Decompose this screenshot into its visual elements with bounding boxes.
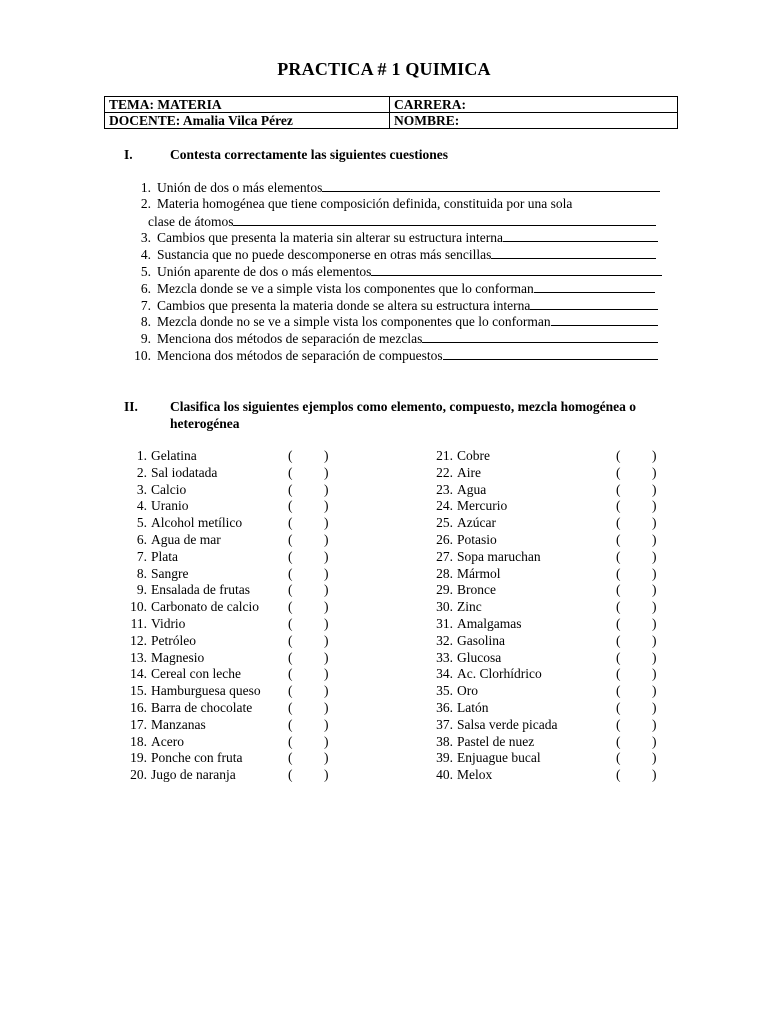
classification-item [430,700,670,717]
answer-paren-open[interactable]: ( [616,683,621,699]
answer-paren-close[interactable]: ) [652,683,657,699]
answer-line[interactable] [443,347,658,360]
answer-paren-open[interactable]: ( [288,515,293,531]
question-text: Menciona dos métodos de separación de mezclas [157,331,423,347]
item-number: 17. [130,716,147,732]
question-number: 8. [140,314,151,330]
item-number: 37. [436,716,453,732]
item-number: 39. [436,750,453,766]
answer-paren-close[interactable]: ) [324,733,329,749]
question-item [124,229,664,246]
answer-paren-close[interactable]: ) [324,767,329,783]
answer-paren-close[interactable]: ) [324,515,329,531]
question-number: 3. [140,230,151,246]
answer-paren-close[interactable]: ) [324,498,329,514]
item-name: Acero [151,733,184,749]
item-name: Sangre [151,565,189,581]
item-number: 28. [436,565,453,581]
classification-item [430,717,670,734]
item-name: Gasolina [457,632,505,648]
answer-paren-open[interactable]: ( [288,481,293,497]
answer-paren-open[interactable]: ( [288,683,293,699]
answer-line[interactable] [551,313,658,326]
question-item [124,263,664,280]
answer-paren-open[interactable]: ( [616,582,621,598]
answer-paren-open[interactable]: ( [288,649,293,665]
item-number: 32. [436,632,453,648]
answer-paren-open[interactable]: ( [616,699,621,715]
item-number: 40. [436,767,453,783]
classification-item [124,498,344,515]
item-name: Manzanas [151,716,206,732]
item-number: 21. [436,448,453,463]
answer-paren-open[interactable]: ( [616,767,621,783]
answer-paren-open[interactable]: ( [616,565,621,581]
classification-list-right [430,448,670,784]
item-number: 35. [436,683,453,699]
answer-paren-close[interactable]: ) [324,716,329,732]
answer-paren-open[interactable]: ( [288,582,293,598]
answer-paren-close[interactable]: ) [652,699,657,715]
answer-paren-open[interactable]: ( [616,632,621,648]
question-text: Menciona dos métodos de separación de compuestos [157,347,443,363]
item-name: Enjuague bucal [457,750,541,766]
answer-paren-open[interactable]: ( [616,716,621,732]
answer-paren-open[interactable]: ( [616,515,621,531]
item-name: Agua [457,481,487,497]
item-name: Cobre [457,448,490,463]
item-name: Carbonato de calcio [151,599,259,615]
item-number: 10. [130,599,147,615]
question-item [124,246,664,263]
question-text: Unión aparente de dos o más elementos [157,263,372,279]
answer-line[interactable] [534,280,655,293]
answer-paren-open[interactable]: ( [616,481,621,497]
question-number: 7. [140,297,151,313]
item-name: Azúcar [457,515,496,531]
question-text: Cambios que presenta la materia donde se altera su estructura interna [157,297,531,313]
answer-paren-close[interactable]: ) [652,649,657,665]
question-number: 5. [140,263,151,279]
item-number: 5. [136,515,147,531]
item-number: 19. [130,750,147,766]
item-name: Glucosa [457,649,502,665]
answer-line[interactable] [422,330,658,343]
answer-paren-close[interactable]: ) [652,565,657,581]
item-number: 6. [136,531,147,547]
item-name: Barra de chocolate [151,699,253,715]
question-text: Mezcla donde se ve a simple vista los componentes que lo conforman [157,280,534,296]
question-continuation [124,213,664,230]
classification-item [430,767,670,784]
header-table [104,96,678,129]
classification-item [124,633,344,650]
header-row-1 [105,97,678,113]
answer-paren-open[interactable]: ( [288,531,293,547]
item-number: 9. [136,582,147,598]
item-name: Melox [457,767,493,783]
answer-paren-close[interactable]: ) [652,733,657,749]
classification-item [430,566,670,583]
classification-item [430,482,670,499]
classification-item [124,683,344,700]
item-number: 3. [136,481,147,497]
classification-item [430,448,670,465]
classification-item [430,515,670,532]
answer-paren-open[interactable]: ( [288,565,293,581]
item-name: Calcio [151,481,187,497]
answer-paren-close[interactable]: ) [324,699,329,715]
answer-paren-close[interactable]: ) [324,632,329,648]
answer-paren-open[interactable]: ( [288,666,293,682]
classification-item [124,515,344,532]
classification-item [124,750,344,767]
item-number: 16. [130,699,147,715]
question-number: 6. [140,280,151,296]
answer-paren-close[interactable]: ) [652,481,657,497]
item-number: 31. [436,615,453,631]
item-name: Sal iodatada [151,464,218,480]
answer-paren-open[interactable]: ( [288,599,293,615]
classification-item [124,650,344,667]
question-item [124,313,664,330]
header-row-2 [105,113,678,129]
answer-paren-close[interactable]: ) [652,448,657,463]
item-number: 20. [130,767,147,783]
answer-paren-open[interactable]: ( [288,733,293,749]
classification-item [430,532,670,549]
classification-item [124,599,344,616]
nombre-cell: NOMBRE: [390,113,678,129]
answer-paren-close[interactable]: ) [324,464,329,480]
item-number: 12. [130,632,147,648]
classification-item [430,650,670,667]
item-name: Ensalada de frutas [151,582,250,598]
item-number: 30. [436,599,453,615]
item-name: Ac. Clorhídrico [457,666,542,682]
item-name: Potasio [457,531,497,547]
answer-paren-open[interactable]: ( [616,615,621,631]
item-number: 23. [436,481,453,497]
classification-item [124,616,344,633]
answer-line[interactable] [233,213,656,226]
answer-paren-close[interactable]: ) [324,531,329,547]
item-name: Mercurio [457,498,508,514]
answer-paren-close[interactable]: ) [652,531,657,547]
question-item [124,330,664,347]
answer-paren-close[interactable]: ) [652,548,657,564]
answer-line[interactable] [322,179,660,192]
item-number: 34. [436,666,453,682]
classification-item [124,532,344,549]
item-number: 11. [130,615,147,631]
classification-item [430,734,670,751]
item-number: 8. [136,565,147,581]
question-number: 4. [140,247,151,263]
answer-line[interactable] [491,246,656,259]
item-name: Cereal con leche [151,666,241,682]
question-text: Cambios que presenta la materia sin alterar su estructura interna [157,230,503,246]
answer-paren-open[interactable]: ( [616,531,621,547]
answer-paren-open[interactable]: ( [288,632,293,648]
question-text: Unión de dos o más elementos [157,180,323,195]
item-number: 26. [436,531,453,547]
answer-paren-close[interactable]: ) [324,666,329,682]
item-name: Ponche con fruta [151,750,243,766]
answer-line[interactable] [371,263,662,276]
item-name: Pastel de nuez [457,733,535,749]
item-name: Amalgamas [457,615,522,631]
answer-paren-open[interactable]: ( [288,464,293,480]
classification-item [124,767,344,784]
answer-paren-open[interactable]: ( [288,548,293,564]
classification-item [430,465,670,482]
item-number: 4. [136,498,147,514]
item-number: 27. [436,548,453,564]
answer-paren-close[interactable]: ) [652,666,657,682]
answer-paren-open[interactable]: ( [288,750,293,766]
section-2-numeral: II. [124,399,138,414]
classification-item [124,717,344,734]
item-number: 7. [136,548,147,564]
answer-paren-close[interactable]: ) [652,464,657,480]
answer-paren-close[interactable]: ) [324,565,329,581]
classification-item [124,465,344,482]
question-item [124,280,664,297]
page-title: PRACTICA # 1 QUIMICA [277,59,491,79]
item-number: 33. [436,649,453,665]
item-name: Bronce [457,582,496,598]
section-2-title-line-1: Clasifica los siguientes ejemplos como elemento, compuesto, mezcla homogénea o [170,399,637,414]
item-name: Alcohol metílico [151,515,243,531]
answer-paren-close[interactable]: ) [324,615,329,631]
item-number: 38. [436,733,453,749]
classification-item [124,482,344,499]
classification-item [430,599,670,616]
classification-item [124,666,344,683]
classification-item [124,700,344,717]
item-number: 13. [130,649,147,665]
question-item [124,347,664,364]
item-name: Petróleo [151,632,196,648]
answer-paren-open[interactable]: ( [288,498,293,514]
answer-paren-close[interactable]: ) [324,599,329,615]
tema-cell: TEMA: MATERIA [105,97,390,113]
item-number: 15. [130,683,147,699]
answer-paren-open[interactable]: ( [288,699,293,715]
item-name: Salsa verde picada [457,716,558,732]
answer-paren-open[interactable]: ( [616,548,621,564]
item-name: Oro [457,683,478,699]
answer-paren-open[interactable]: ( [288,448,293,463]
item-name: Hamburguesa queso [151,683,261,699]
classification-item [430,633,670,650]
classification-item [430,616,670,633]
answer-paren-open[interactable]: ( [616,498,621,514]
item-name: Zinc [457,599,482,615]
answer-paren-close[interactable]: ) [324,548,329,564]
answer-paren-close[interactable]: ) [652,750,657,766]
answer-paren-close[interactable]: ) [324,582,329,598]
item-name: Mármol [457,565,501,581]
item-name: Latón [457,699,489,715]
item-name: Vidrio [151,615,186,631]
answer-paren-open[interactable]: ( [616,750,621,766]
item-name: Uranio [151,498,189,514]
answer-paren-open[interactable]: ( [616,599,621,615]
question-number: 10. [134,347,151,363]
answer-paren-close[interactable]: ) [324,448,329,463]
question-item [124,297,664,314]
answer-paren-open[interactable]: ( [616,464,621,480]
item-number: 14. [130,666,147,682]
item-name: Plata [151,548,178,564]
classification-item [124,582,344,599]
question-text: Materia homogénea que tiene composición definida, constituida por una sola [157,195,573,211]
answer-paren-close[interactable]: ) [652,767,657,783]
answer-paren-close[interactable]: ) [652,632,657,648]
classification-item [430,549,670,566]
answer-paren-open[interactable]: ( [288,615,293,631]
item-number: 29. [436,582,453,598]
answer-line[interactable] [503,229,658,242]
answer-paren-open[interactable]: ( [288,716,293,732]
item-name: Gelatina [151,448,197,463]
answer-paren-close[interactable]: ) [652,515,657,531]
question-list [124,179,664,364]
answer-paren-close[interactable]: ) [652,615,657,631]
answer-paren-open[interactable]: ( [288,767,293,783]
answer-line[interactable] [530,297,658,310]
item-number: 2. [136,464,147,480]
item-number: 18. [130,733,147,749]
answer-paren-close[interactable]: ) [324,750,329,766]
answer-paren-open[interactable]: ( [616,733,621,749]
item-name: Jugo de naranja [151,767,236,783]
answer-paren-open[interactable]: ( [616,666,621,682]
answer-paren-close[interactable]: ) [652,582,657,598]
section-2-title-line-2: heterogénea [170,416,240,431]
answer-paren-open[interactable]: ( [616,448,621,463]
question-number: 1. [140,180,151,195]
answer-paren-close[interactable]: ) [324,481,329,497]
question-item [124,196,664,213]
classification-item [430,683,670,700]
item-name: Sopa maruchan [457,548,541,564]
answer-paren-close[interactable]: ) [324,649,329,665]
classification-item [124,566,344,583]
question-text-continued: clase de átomos [148,213,234,229]
answer-paren-close[interactable]: ) [324,683,329,699]
classification-item [430,666,670,683]
item-number: 24. [436,498,453,514]
answer-paren-close[interactable]: ) [652,599,657,615]
item-number: 36. [436,699,453,715]
classification-item [430,582,670,599]
item-name: Aire [457,464,481,480]
question-text: Mezcla donde no se ve a simple vista los componentes que lo conforman [157,314,551,330]
classification-item [430,750,670,767]
question-text: Sustancia que no puede descomponerse en otras más sencillas [157,247,492,263]
classification-item [124,734,344,751]
question-item [124,179,664,196]
item-number: 25. [436,515,453,531]
answer-paren-close[interactable]: ) [652,498,657,514]
question-number: 2. [140,195,151,211]
item-number: 1. [136,448,147,463]
answer-paren-close[interactable]: ) [652,716,657,732]
docente-cell: DOCENTE: Amalia Vilca Pérez [105,113,390,129]
section-1-title: Contesta correctamente las siguientes cuestiones [170,147,448,162]
classification-item [124,448,344,465]
section-1-numeral: I. [124,147,133,162]
question-number: 9. [140,331,151,347]
item-number: 22. [436,464,453,480]
classification-item [430,498,670,515]
carrera-cell: CARRERA: [390,97,678,113]
item-name: Magnesio [151,649,205,665]
item-name: Agua de mar [151,531,221,547]
classification-list-left [124,448,344,784]
classification-item [124,549,344,566]
answer-paren-open[interactable]: ( [616,649,621,665]
